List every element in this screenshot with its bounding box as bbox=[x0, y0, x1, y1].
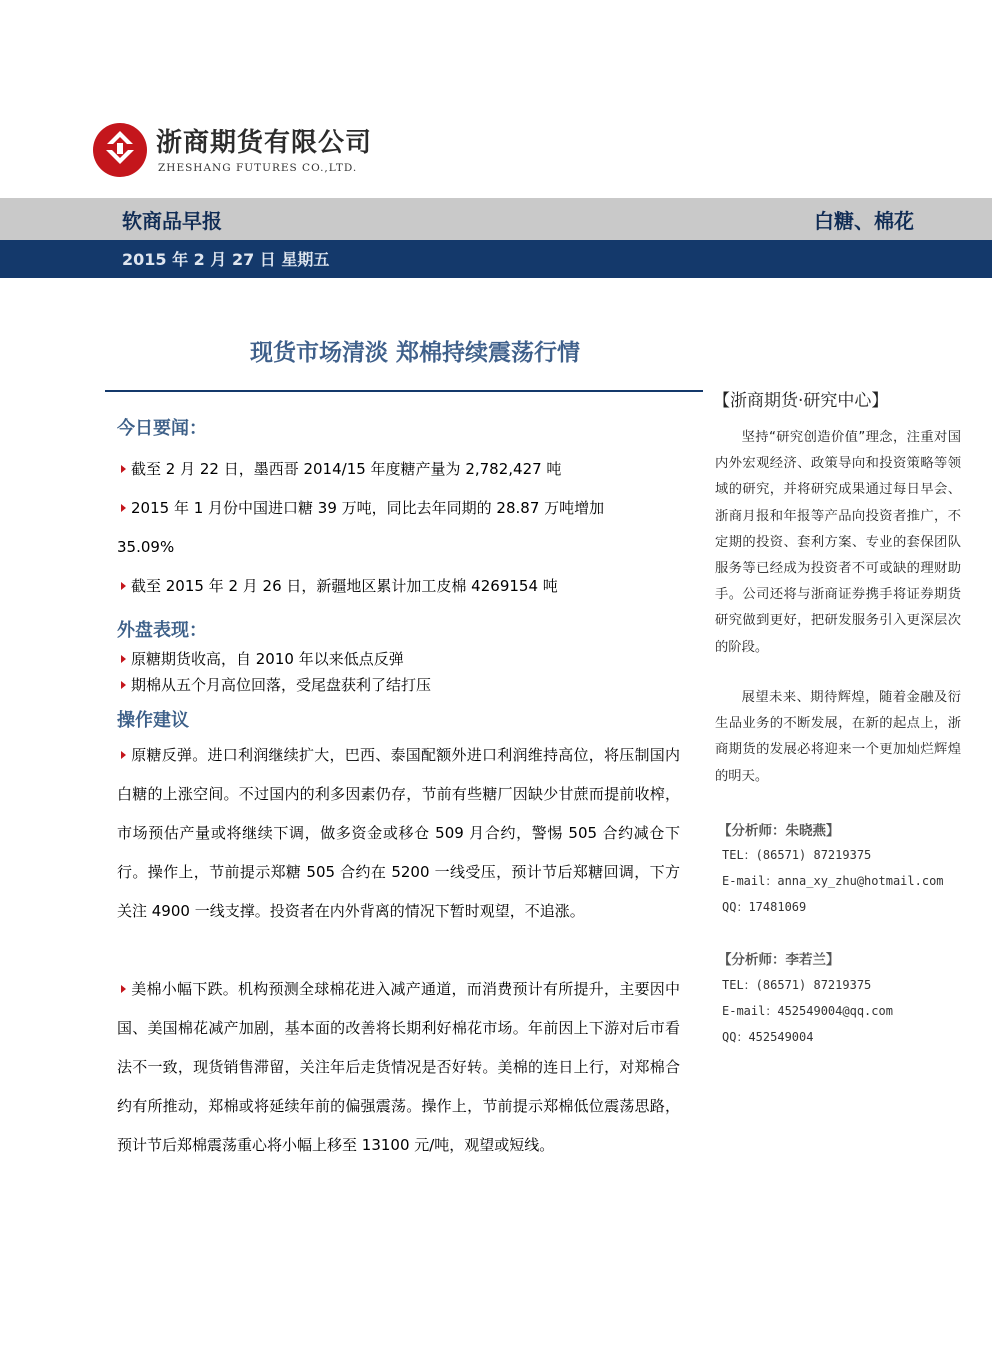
news-item-text: 截至 2 月 22 日，墨西哥 2014/15 年度糖产量为 2,782,427 吨 bbox=[131, 460, 562, 478]
company-logo-icon bbox=[92, 122, 148, 178]
bullet-arrow-icon bbox=[121, 751, 126, 759]
bullet-arrow-icon bbox=[121, 655, 126, 663]
news-item bbox=[117, 489, 680, 528]
company-name-en: ZHESHANG FUTURES CO.,LTD. bbox=[158, 162, 358, 174]
title-divider bbox=[105, 390, 703, 392]
analyst1-email[interactable]: E-mail：anna_xy_zhu@hotmail.com bbox=[722, 874, 944, 888]
analyst2-tel: TEL：(86571) 87219375 bbox=[722, 978, 872, 992]
bullet-arrow-icon bbox=[121, 465, 126, 473]
advice-sugar-text: 原糖反弹。进口利润继续扩大，巴西、泰国配额外进口利润维持高位，将压制国内白糖的上涨空间。不过国内的利多因素仍存，节前有些糖厂因缺少甘蔗而提前收榨，市场预估产量或将继续下调，做多资金或移仓 509 月合约，警惕 505 合约减仓下行。操作上，节前提示郑糖 505 合约在 5200 一线受压，预计节后郑糖回调，下方关注 4900 一线支撑。投资者在内外背离的情况下暂时观望，不追涨。 bbox=[117, 746, 680, 920]
overseas-section-title: 外盘表现： bbox=[117, 620, 207, 641]
news-item-text: 2015 年 1 月份中国进口糖 39 万吨，同比去年同期的 28.87 万吨增加 bbox=[131, 499, 605, 517]
overseas-item-text: 原糖期货收高，自 2010 年以来低点反弹 bbox=[131, 650, 404, 668]
analyst2-title: 【分析师：李若兰】 bbox=[718, 952, 840, 968]
news-section-title: 今日要闻： bbox=[117, 418, 207, 439]
report-date: 2015 年 2 月 27 日 星期五 bbox=[122, 250, 330, 269]
sidebar-intro-paragraph: 坚持“研究创造价值”理念，注重对国内外宏观经济、政策导向和投资策略等领域的研究，并将研究成果通过每日早会、浙商月报和年报等产品向投资者推广，不定期的投资、套利方案、专业的套保团队服务等已经成为投资者不可或缺的理财助手。公司还将与浙商证券携手将证券期货研究做到更好，把研发服务引入更深层次的阶段。 bbox=[715, 430, 961, 655]
page-title: 现货市场清淡 郑棉持续震荡行情 bbox=[249, 340, 580, 366]
report-commodities: 白糖、棉花 bbox=[814, 209, 914, 233]
analyst1-title: 【分析师：朱晓燕】 bbox=[718, 823, 840, 839]
bullet-arrow-icon bbox=[121, 582, 126, 590]
company-logo bbox=[92, 118, 372, 182]
overseas-item bbox=[117, 646, 680, 672]
news-item bbox=[117, 450, 680, 489]
report-type: 软商品早报 bbox=[122, 209, 222, 233]
analyst2-qq: QQ：452549004 bbox=[722, 1030, 814, 1044]
bullet-arrow-icon bbox=[121, 681, 126, 689]
news-item-continuation: 35.09% bbox=[117, 538, 175, 556]
analyst2-email[interactable]: E-mail：452549004@qq.com bbox=[722, 1004, 893, 1018]
analyst1-qq: QQ：17481069 bbox=[722, 900, 807, 914]
advice-sugar-paragraph bbox=[117, 736, 680, 931]
advice-section-title: 操作建议 bbox=[117, 710, 189, 731]
analyst1-tel: TEL：(86571) 87219375 bbox=[722, 848, 872, 862]
overseas-item-text: 期棉从五个月高位回落，受尾盘获利了结打压 bbox=[131, 676, 432, 694]
news-item-text: 截至 2015 年 2 月 26 日，新疆地区累计加工皮棉 4269154 吨 bbox=[131, 577, 558, 595]
overseas-item bbox=[117, 672, 680, 698]
sidebar-title: 【浙商期货·研究中心】 bbox=[713, 391, 889, 411]
bullet-arrow-icon bbox=[121, 504, 126, 512]
news-item bbox=[117, 567, 680, 606]
advice-cotton-text: 美棉小幅下跌。机构预测全球棉花进入减产通道，而消费预计有所提升，主要因中国、美国棉花减产加剧，基本面的改善将长期利好棉花市场。年前因上下游对后市看法不一致，现货销售滞留，关注年后走货情况是否好转。美棉的连日上行，对郑棉合约有所推动，郑棉或将延续年前的偏强震荡。操作上，节前提示郑棉低位震荡思路，预计节后郑棉震荡重心将小幅上移至 13100 元/吨，观望或短线。 bbox=[117, 980, 680, 1154]
advice-cotton-paragraph bbox=[117, 970, 680, 1165]
bullet-arrow-icon bbox=[121, 985, 126, 993]
sidebar-outlook-paragraph: 展望未来、期待辉煌，随着金融及衍生品业务的不断发展，在新的起点上，浙商期货的发展必将迎来一个更加灿烂辉煌的明天。 bbox=[715, 690, 961, 784]
company-name-cn: 浙商期货有限公司 bbox=[156, 128, 373, 158]
